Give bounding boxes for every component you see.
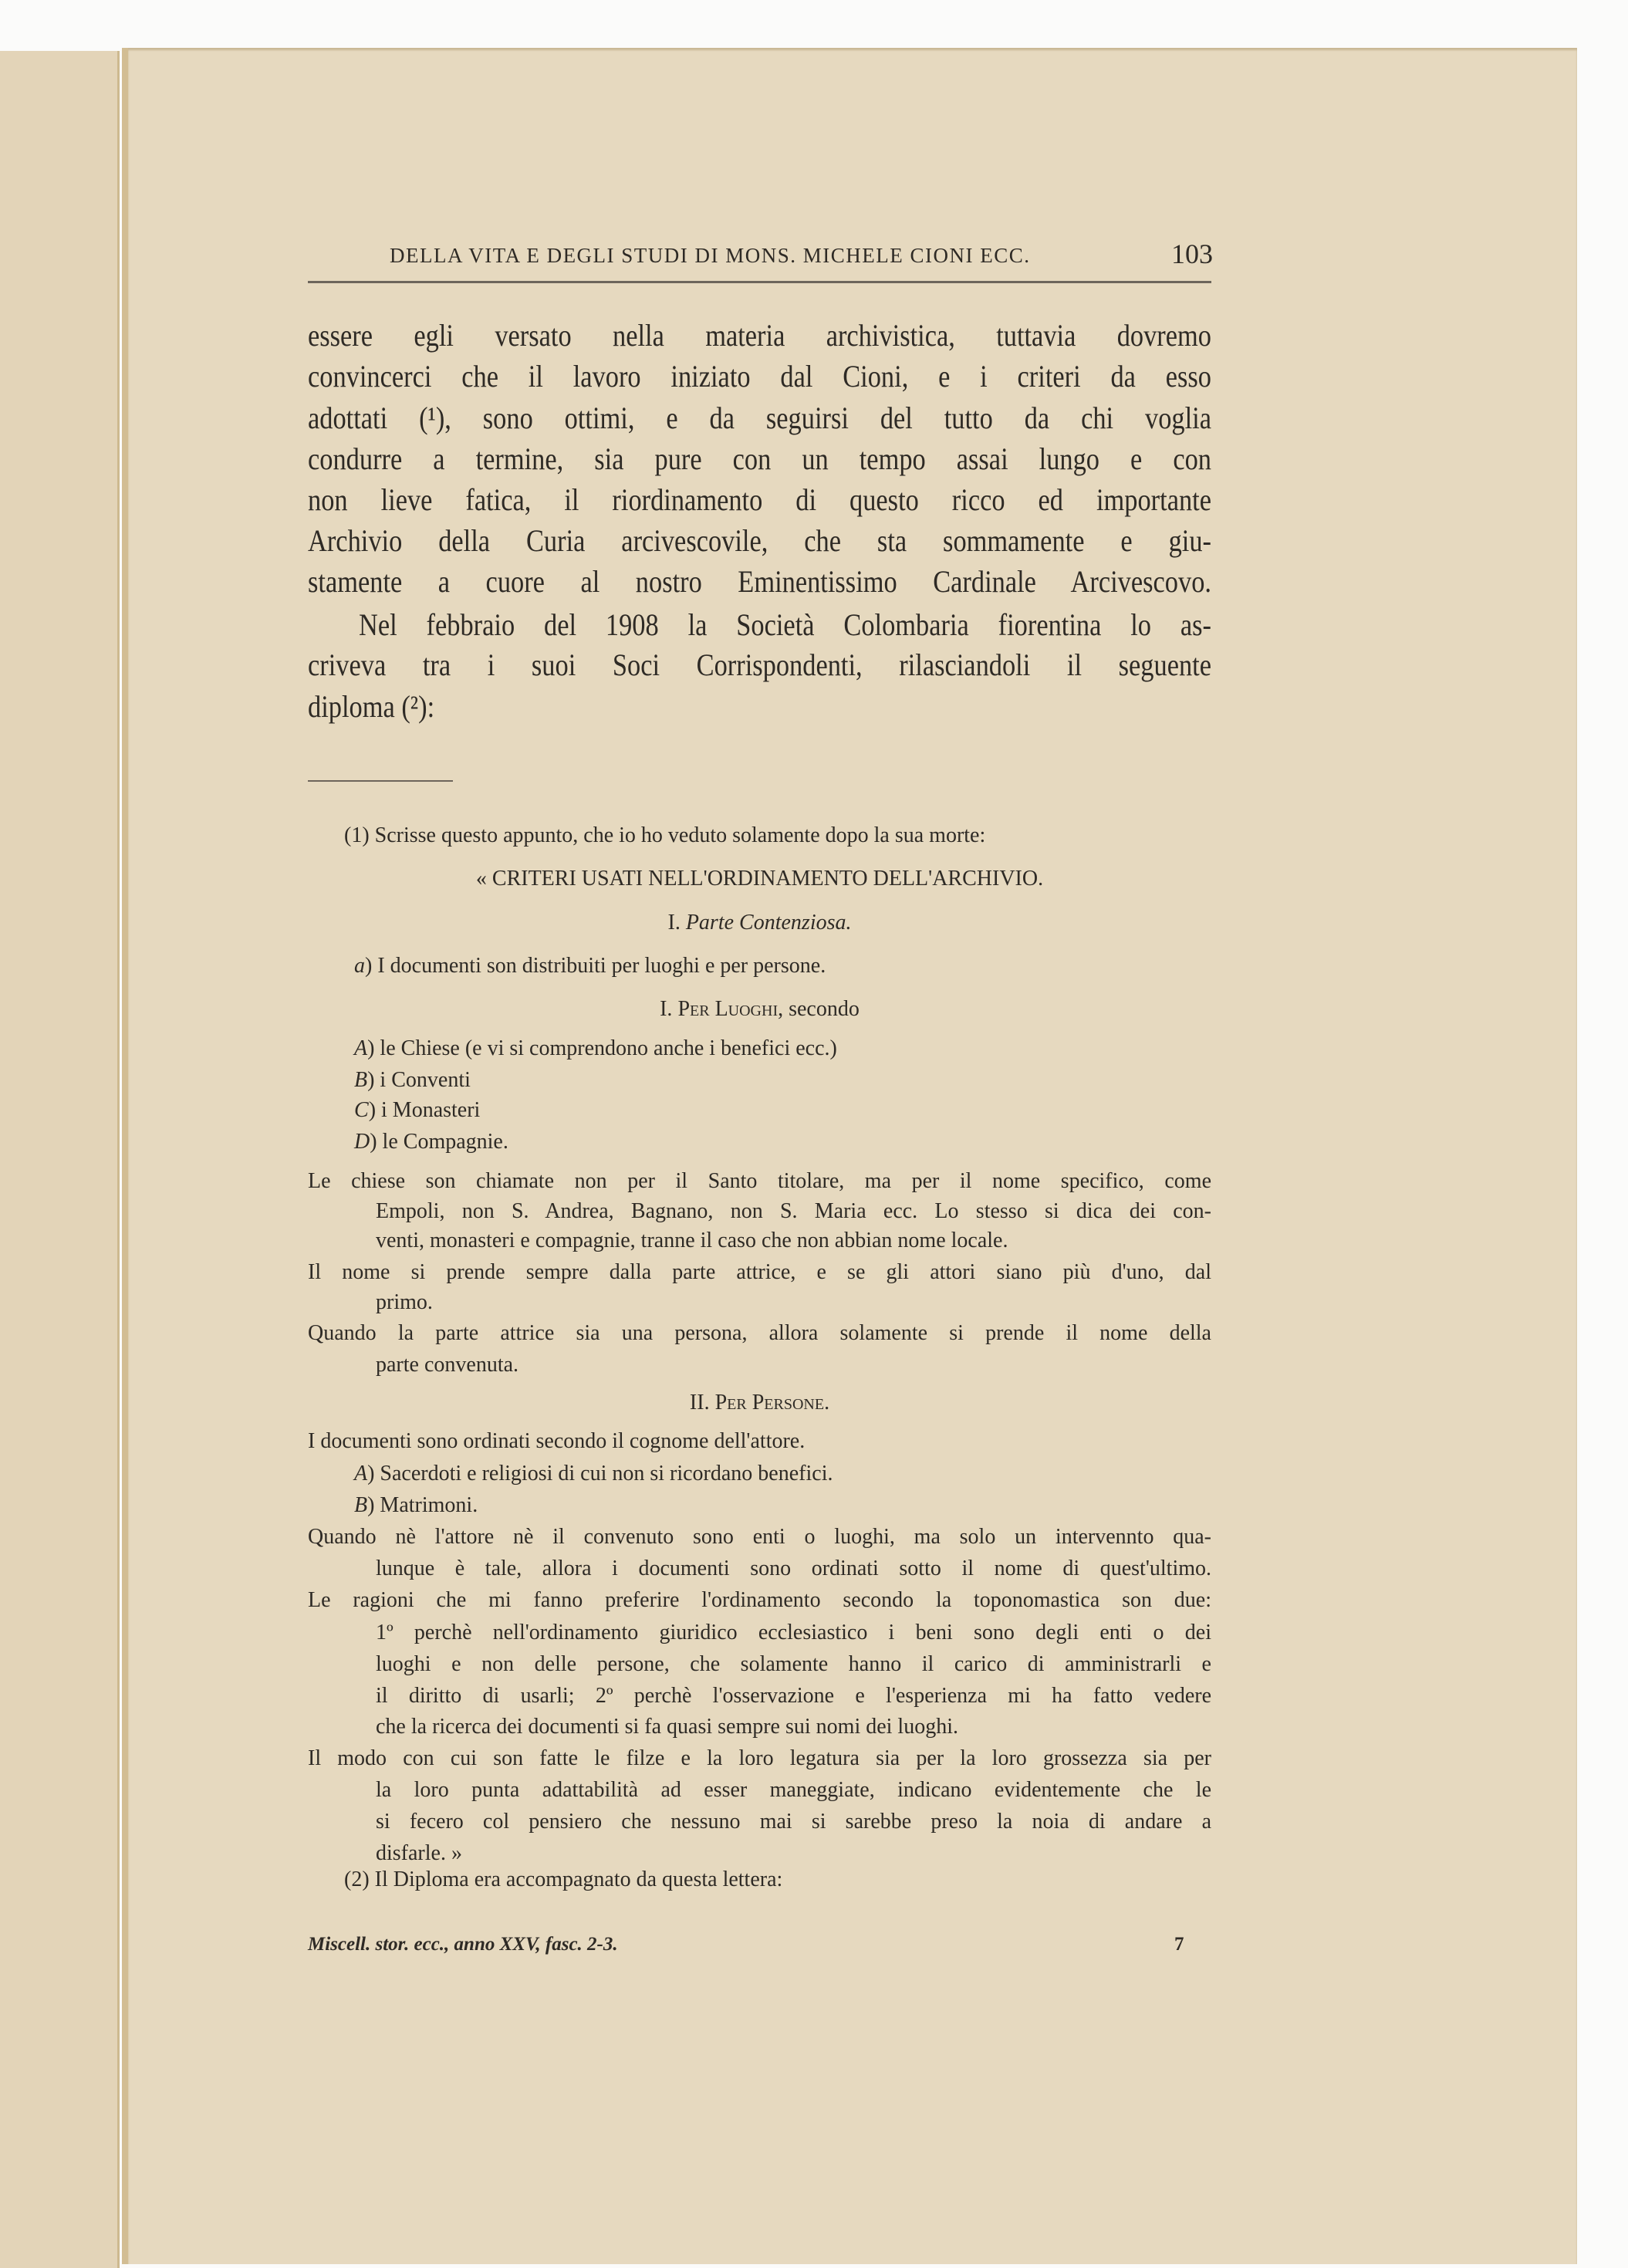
text-run: I. [667, 911, 686, 935]
footnote-line: lunque è tale, allora i documenti sono ordinati sotto il nome di quest'ultimo. [376, 1557, 1211, 1580]
footnote-line: Il nome si prende sempre dalla parte attrice, e se gli attori siano più d'uno, dal [308, 1260, 1211, 1284]
header-rule [308, 281, 1211, 283]
footnote-line: (1) Scrisse questo appunto, che io ho veduto solamente dopo la sua morte: [344, 823, 986, 847]
footnote-line: venti, monasteri e compagnie, tranne il caso che non abbian nome locale. [376, 1229, 1008, 1252]
text-run: II. [689, 1391, 715, 1415]
footnote-line: si fecero col pensiero che nessuno mai si sarebbe preso la noia di andare a [376, 1810, 1211, 1834]
body-text-line: convincerci che il lavoro iniziato dal Cioni, e i criteri da esso [308, 359, 1211, 394]
body-text-line: non lieve fatica, il riordinamento di questo ricco ed importante [308, 482, 1211, 517]
footnote-line: il diritto di usarli; 2º perchè l'osservazione e l'esperienza mi ha fatto vedere [376, 1684, 1211, 1708]
footnote-line [308, 908, 1211, 938]
footnote-line [354, 951, 1049, 982]
text-run: Per Persone. [714, 1391, 830, 1415]
text-run: I. [660, 997, 678, 1021]
footnote-line [354, 1127, 1049, 1158]
footnote-line [354, 1458, 1049, 1489]
text-run: ) i Monasteri [368, 1098, 481, 1122]
footnote-line: Le ragioni che mi fanno preferire l'ordinamento secondo la toponomastica son due: [308, 1588, 1211, 1612]
footnote-line: I documenti sono ordinati secondo il cognome dell'attore. [308, 1429, 806, 1453]
footnote-line [354, 1490, 1049, 1521]
footnote-line: disfarle. » [376, 1841, 462, 1865]
footnote-line [308, 994, 1211, 1025]
text-run: ) le Chiese (e vi si comprendono anche i benefici ecc.) [367, 1036, 837, 1060]
text-run: ) I documenti son distribuiti per luoghi e per persone. [365, 954, 826, 978]
text-run: B [354, 1493, 368, 1517]
text-run: , secondo [778, 997, 860, 1021]
body-text-line: condurre a termine, sia pure con un tempo assai lungo e con [308, 441, 1211, 476]
footnote-line [354, 1065, 1049, 1096]
signature-line: Miscell. stor. ecc., anno XXV, fasc. 2-3. [308, 1934, 618, 1955]
footnote-line: la loro punta adattabilità ad esser maneggiate, indicano evidentemente che le [376, 1778, 1211, 1802]
footnote-line: « CRITERI USATI NELL'ORDINAMENTO DELL'ARCHIVIO. [475, 867, 1044, 891]
body-text-line: Nel febbraio del 1908 la Società Colombaria fiorentina lo as- [359, 607, 1211, 642]
footnote-line: parte convenuta. [376, 1353, 519, 1377]
text-run: C [354, 1098, 369, 1122]
sheet-number: 7 [1174, 1934, 1184, 1955]
footnote-line [308, 1388, 1211, 1418]
body-text-line: Archivio della Curia arcivescovile, che sta sommamente e giu- [308, 523, 1211, 558]
body-text-line: diploma (²): [308, 689, 435, 724]
footnote-line [354, 1095, 1049, 1126]
footnote-line [354, 1033, 1049, 1064]
body-text-line: essere egli versato nella materia archivistica, tuttavia dovremo [308, 318, 1211, 353]
footnote-line: Le chiese son chiamate non per il Santo titolare, ma per il nome specifico, come [308, 1169, 1211, 1193]
body-text-line: criveva tra i suoi Soci Corrispondenti, rilasciandoli il seguente [308, 647, 1211, 682]
text-run: ) le Compagnie. [370, 1130, 508, 1154]
footnote-line: Quando la parte attrice sia una persona, allora solamente si prende il nome della [308, 1321, 1211, 1345]
footnote-separator [308, 780, 453, 782]
text-run: D [354, 1130, 370, 1154]
body-text-line: adottati (¹), sono ottimi, e da seguirsi del tutto da chi voglia [308, 401, 1211, 435]
text-run: ) Sacerdoti e religiosi di cui non si ricordano benefici. [367, 1462, 833, 1486]
text-run: ) i Conventi [367, 1068, 471, 1092]
text-run: Parte Contenziosa. [685, 911, 852, 935]
footnote-line: Empoli, non S. Andrea, Bagnano, non S. Maria ecc. Lo stesso si dica dei con- [376, 1199, 1211, 1223]
footnote-line: (2) Il Diploma era accompagnato da questa lettera: [344, 1867, 783, 1891]
running-title: DELLA VITA E DEGLI STUDI DI MONS. MICHELE CIONI ECC. [390, 244, 1031, 267]
text-run: Per Luoghi [677, 997, 779, 1021]
text-run: B [354, 1068, 368, 1092]
text-run: ) Matrimoni. [367, 1493, 478, 1517]
footnote-line: Quando nè l'attore nè il convenuto sono enti o luoghi, ma solo un intervennto qua- [308, 1525, 1211, 1549]
footnote-line: 1º perchè nell'ordinamento giuridico ecclesiastico i beni sono degli enti o dei [376, 1621, 1211, 1644]
body-text-line: stamente a cuore al nostro Eminentissimo Cardinale Arcivescovo. [308, 564, 1211, 599]
text-run: a [354, 954, 365, 978]
footnote-line: luoghi e non delle persone, che solamente hanno il carico di amministrarli e [376, 1652, 1211, 1676]
footnote-line: Il modo con cui son fatte le filze e la loro legatura sia per la loro grossezza sia per [308, 1746, 1211, 1770]
text-run: A [354, 1462, 368, 1486]
page-number: 103 [1171, 238, 1213, 269]
text-run: A [354, 1036, 368, 1060]
footnote-line: che la ricerca dei documenti si fa quasi sempre sui nomi dei luoghi. [376, 1715, 958, 1739]
facing-page-edge [0, 51, 120, 2268]
footnote-line: primo. [376, 1290, 433, 1314]
